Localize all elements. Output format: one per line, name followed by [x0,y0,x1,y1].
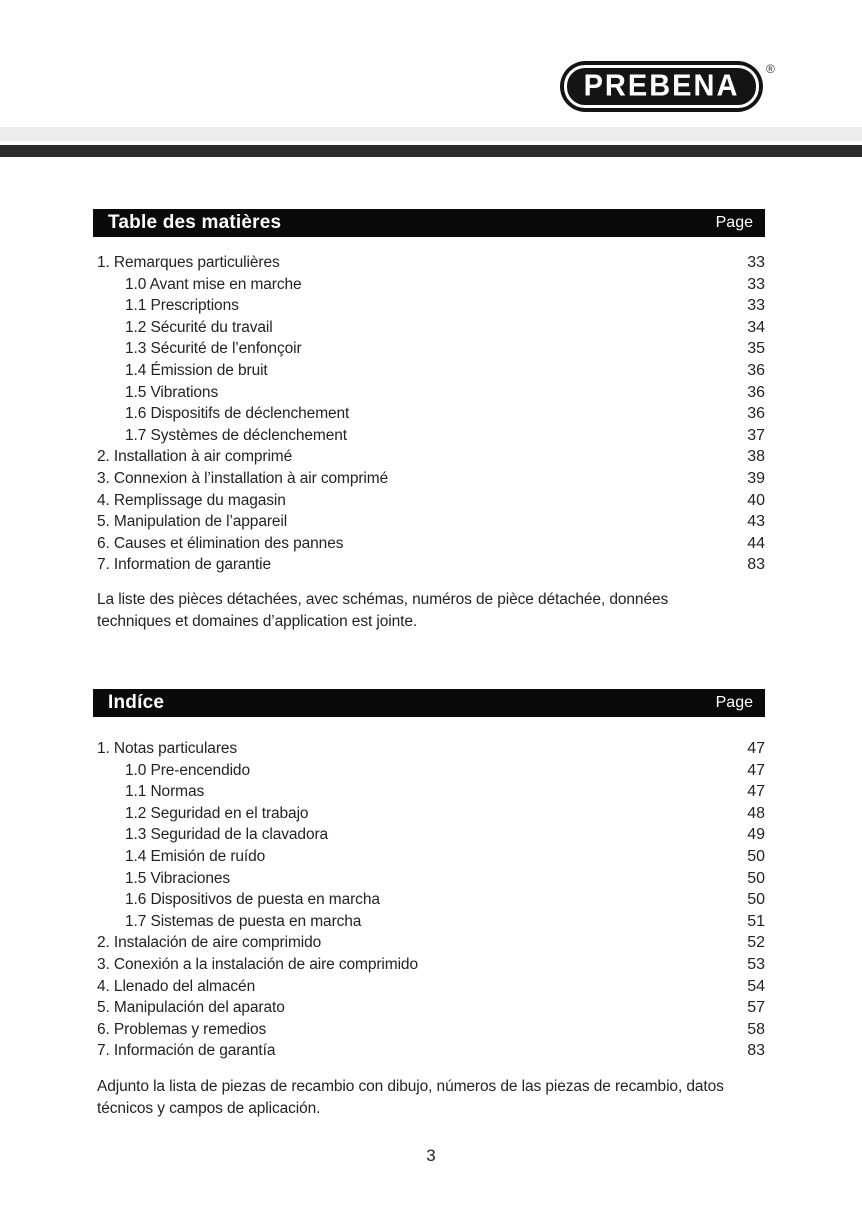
toc-row [97,889,765,911]
toc-item-label: 1.1 Normas [125,783,205,801]
toc-row [97,511,765,533]
toc-item-label: 5. Manipulación del aparato [97,999,285,1017]
toc-row [97,382,765,404]
toc-row [97,295,765,317]
toc-item-label: 1.6 Dispositifs de déclenchement [125,405,350,423]
toc-item-page: 44 [747,534,765,552]
logo-text: PREBENA [583,69,740,103]
toc-item-label: 1.2 Seguridad en el trabajo [125,804,309,822]
toc-item-label: 1.5 Vibraciones [125,869,231,887]
section-title: Indíce [108,692,165,713]
toc-row [97,868,765,890]
toc-list-spanish [97,738,765,1062]
toc-item-label: 7. Información de garantía [97,1042,276,1060]
toc-item-page: 47 [747,761,765,779]
toc-row [97,932,765,954]
toc-row [97,425,765,447]
toc-item-page: 50 [747,869,765,887]
toc-row [97,468,765,490]
toc-item-label: 5. Manipulation de l’appareil [97,513,288,531]
toc-row [97,781,765,803]
toc-item-label: 1.2 Sécurité du travail [125,318,273,336]
toc-row [97,824,765,846]
toc-row [97,403,765,425]
toc-item-label: 6. Causes et élimination des pannes [97,534,344,552]
toc-item-page: 50 [747,847,765,865]
toc-row [97,338,765,360]
toc-item-label: 1.3 Seguridad de la clavadora [125,826,329,844]
toc-item-page: 83 [747,556,765,574]
toc-item-label: 7. Information de garantie [97,556,272,574]
toc-item-page: 33 [747,254,765,271]
toc-row [97,490,765,512]
toc-item-page: 39 [747,469,765,487]
toc-row [97,1019,765,1041]
divider-dark [0,145,862,157]
toc-item-label: 1. Remarques particulières [97,254,280,271]
toc-item-page: 35 [747,340,765,358]
toc-item-page: 36 [747,383,765,401]
toc-row [97,533,765,555]
toc-row [97,446,765,468]
toc-item-label: 2. Instalación de aire comprimido [97,934,322,952]
toc-item-page: 36 [747,405,765,423]
toc-item-label: 1.6 Dispositivos de puesta en marcha [125,891,380,909]
toc-row [97,274,765,296]
toc-row [97,954,765,976]
toc-item-label: 2. Installation à air comprimé [97,448,293,466]
page-column-label: Page [715,214,753,231]
prebena-logo [560,61,763,112]
toc-item-page: 40 [747,491,765,509]
toc-row [97,846,765,868]
toc-row [97,760,765,782]
toc-item-page: 34 [747,318,765,336]
toc-item-label: 4. Remplissage du magasin [97,491,286,509]
toc-item-page: 47 [747,740,765,757]
toc-row [97,997,765,1019]
toc-item-page: 54 [747,977,765,995]
section-bar-french [93,209,765,237]
toc-item-page: 57 [747,999,765,1017]
toc-item-page: 49 [747,826,765,844]
toc-item-label: 1.0 Avant mise en marche [125,275,302,293]
toc-item-label: 1.0 Pre-encendido [125,761,250,779]
toc-row [97,317,765,339]
section-title: Table des matières [108,212,282,233]
section-bar-spanish [93,689,765,717]
divider-light [0,127,862,141]
toc-list-french [97,252,765,576]
toc-item-page: 52 [747,934,765,952]
toc-row [97,252,765,274]
toc-row [97,360,765,382]
note-spanish: Adjunto la lista de piezas de recambio con dibujo, números de las piezas de recambio, datos técnicos y campos de aplicación. [97,1078,724,1117]
toc-item-page: 50 [747,891,765,909]
toc-item-page: 33 [747,297,765,315]
toc-item-page: 47 [747,783,765,801]
toc-item-label: 1.3 Sécurité de l’enfonçoir [125,340,302,358]
note-french: La liste des pièces détachées, avec schémas, numéros de pièce détachée, données techniques et domaines d’application est jointe. [97,591,669,630]
page-column-label: Page [715,694,753,711]
toc-row [97,554,765,576]
toc-item-label: 1.5 Vibrations [125,383,219,401]
toc-item-page: 43 [747,513,765,531]
toc-item-label: 3. Connexion à l’installation à air comprimé [97,469,389,487]
toc-item-label: 1.4 Emisión de ruído [125,847,266,865]
toc-item-page: 37 [747,426,765,444]
toc-item-page: 51 [747,912,765,930]
page-number: 3 [426,1146,436,1165]
toc-row [97,803,765,825]
registered-trademark-icon: ® [766,62,775,76]
toc-item-label: 1.1 Prescriptions [125,297,239,315]
toc-row [97,1040,765,1062]
toc-item-page: 38 [747,448,765,466]
toc-item-page: 36 [747,361,765,379]
toc-item-label: 1. Notas particulares [97,740,238,757]
toc-row [97,738,765,760]
toc-item-page: 48 [747,804,765,822]
toc-item-label: 3. Conexión a la instalación de aire comprimido [97,955,418,973]
toc-item-label: 6. Problemas y remedios [97,1020,267,1038]
toc-item-page: 53 [747,955,765,973]
toc-row [97,976,765,998]
toc-item-label: 1.7 Systèmes de déclenchement [125,426,347,444]
toc-item-label: 1.4 Émission de bruit [125,361,268,379]
toc-item-page: 58 [747,1020,765,1038]
toc-item-label: 1.7 Sistemas de puesta en marcha [125,912,362,930]
toc-item-page: 33 [747,275,765,293]
toc-row [97,911,765,933]
toc-item-page: 83 [747,1042,765,1060]
toc-item-label: 4. Llenado del almacén [97,977,256,995]
